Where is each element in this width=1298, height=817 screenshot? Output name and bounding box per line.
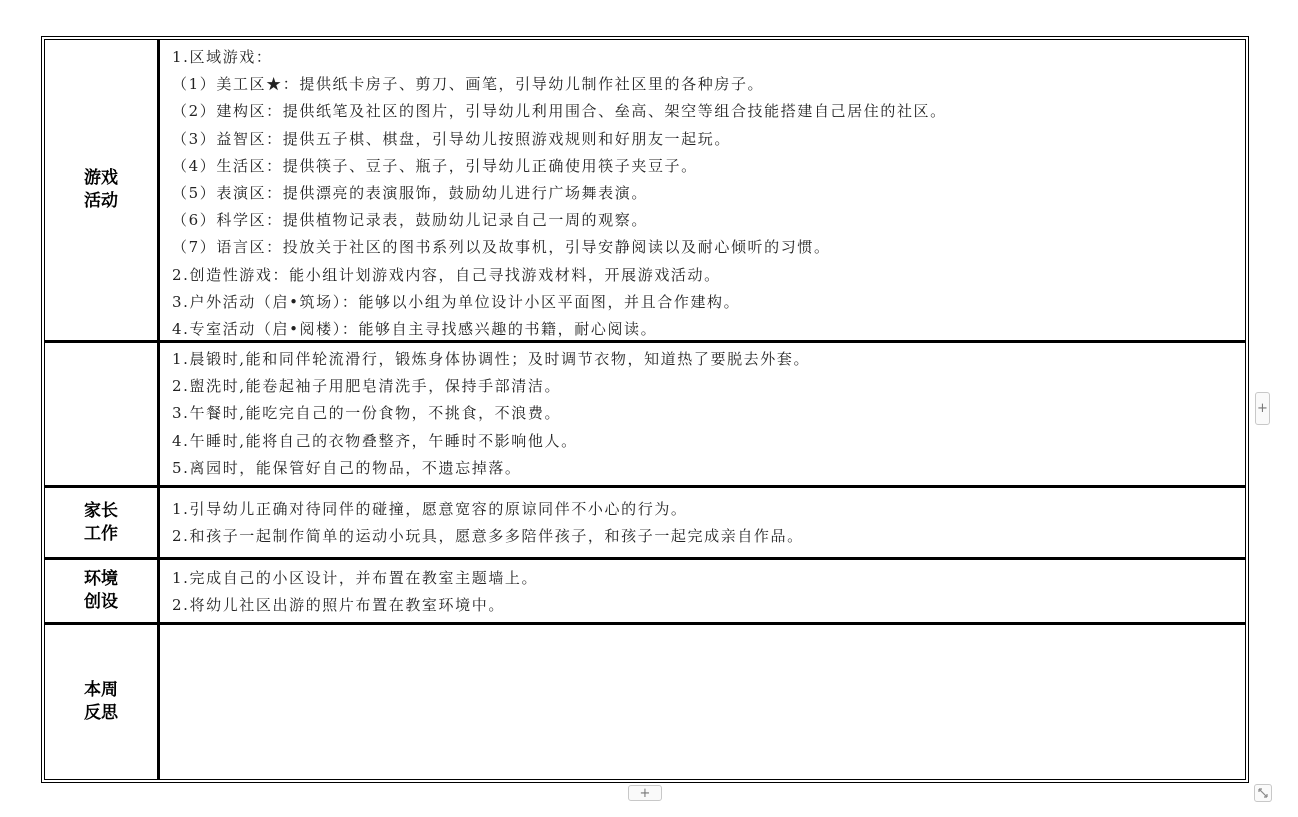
row-header-line: 创设: [84, 592, 118, 612]
row-header-line: 本周: [84, 680, 118, 700]
content-line: 5.离园时，能保管好自己的物品，不遗忘掉落。: [172, 458, 522, 477]
row-content-daily-life[interactable]: [163, 343, 1245, 485]
content-line: 1.晨锻时,能和同伴轮流滑行，锻炼身体协调性；及时调节衣物，知道热了要脱去外套。: [172, 350, 811, 368]
content-line: 2.将幼儿社区出游的照片布置在教室环境中。: [172, 596, 505, 615]
content-line: （3）益智区：提供五子棋、棋盘，引导幼儿按照游戏规则和好朋友一起玩。: [172, 129, 731, 148]
table-row-environment: [45, 560, 1245, 625]
content-line: （4）生活区：提供筷子、豆子、瓶子，引导幼儿正确使用筷子夹豆子。: [172, 156, 698, 175]
content-line: 1.引导幼儿正确对待同伴的碰撞，愿意宽容的原谅同伴不小心的行为。: [172, 500, 688, 518]
row-header-line: 活动: [84, 191, 118, 211]
row-header-line: 环境: [84, 569, 118, 589]
row-content-weekly-reflection[interactable]: [163, 625, 1245, 779]
content-line: 4.专室活动（启•阅楼）：能够自主寻找感兴趣的书籍，耐心阅读。: [172, 319, 658, 338]
content-line: 2.盥洗时,能卷起袖子用肥皂清洗手，保持手部清洁。: [172, 377, 562, 396]
add-column-button[interactable]: [1255, 392, 1270, 425]
row-header-line: 家长: [84, 500, 118, 521]
row-header-parent-work[interactable]: [45, 488, 160, 557]
table-row-parent-work: [45, 488, 1245, 560]
content-line: （7）语言区：投放关于社区的图书系列以及故事机，引导安静阅读以及耐心倾听的习惯。: [172, 238, 831, 257]
content-line: 4.午睡时,能将自己的衣物叠整齐，午睡时不影响他人。: [172, 431, 578, 450]
content-line: 2.创造性游戏：能小组计划游戏内容，自己寻找游戏材料，开展游戏活动。: [172, 265, 721, 284]
row-content-parent-work[interactable]: [163, 488, 1245, 557]
content-line: （2）建构区：提供纸笔及社区的图片，引导幼儿利用围合、垒高、架空等组合技能搭建自己居住的社区。: [172, 102, 947, 121]
table-row-daily-life: [45, 343, 1245, 488]
row-header-line: 反思: [84, 703, 118, 723]
row-header-line: 工作: [84, 523, 118, 544]
table-row-weekly-reflection: [45, 625, 1245, 779]
content-line: （5）表演区：提供漂亮的表演服饰，鼓励幼儿进行广场舞表演。: [172, 183, 648, 202]
table-resize-handle[interactable]: [1254, 784, 1272, 802]
add-row-button[interactable]: [628, 785, 662, 801]
content-line: 3.户外活动（启•筑场）：能够以小组为单位设计小区平面图，并且合作建构。: [172, 292, 741, 311]
plan-table: [41, 36, 1249, 783]
row-header-daily-life[interactable]: [45, 343, 160, 485]
row-header-weekly-reflection[interactable]: [45, 625, 160, 779]
content-line: 3.午餐时,能吃完自己的一份食物，不挑食，不浪费。: [172, 404, 562, 423]
row-header-environment[interactable]: [45, 560, 160, 622]
plus-icon: +: [1257, 401, 1268, 416]
resize-diagonal-icon: [1255, 785, 1271, 801]
table-row-game-activities: [45, 40, 1245, 343]
content-line: （6）科学区：提供植物记录表，鼓励幼儿记录自己一周的观察。: [172, 211, 648, 230]
row-content-environment[interactable]: [163, 560, 1245, 622]
content-line: （1）美工区★：提供纸卡房子、剪刀、画笔，引导幼儿制作社区里的各种房子。: [172, 75, 765, 94]
row-content-game-activities[interactable]: [163, 40, 1245, 340]
plus-icon: +: [639, 785, 651, 801]
row-header-game-activities[interactable]: [45, 40, 160, 340]
row-header-line: 游戏: [84, 168, 118, 188]
content-line: 1.区域游戏：: [172, 48, 273, 66]
content-line: 2.和孩子一起制作简单的运动小玩具，愿意多多陪伴孩子，和孩子一起完成亲自作品。: [172, 527, 804, 546]
content-line: 1.完成自己的小区设计，并布置在教室主题墙上。: [172, 569, 539, 587]
